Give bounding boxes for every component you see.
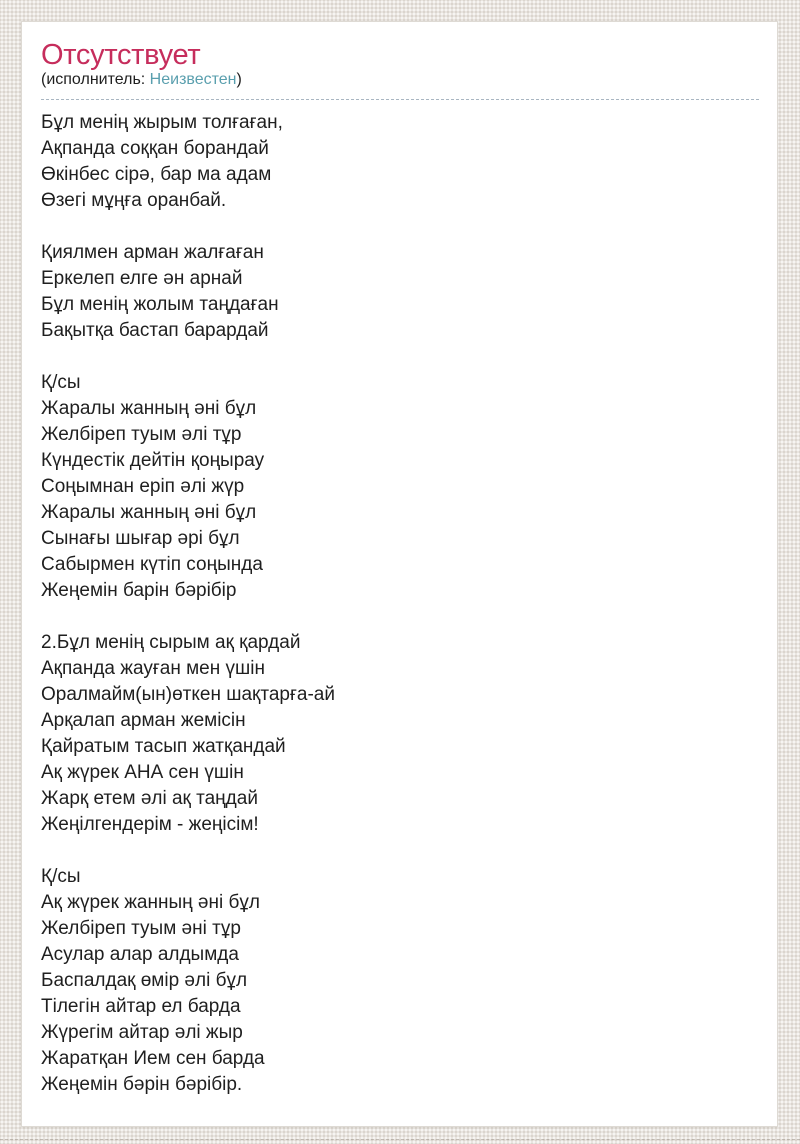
lyric-line: Соңымнан еріп әлі жүр (41, 476, 245, 497)
stanza (41, 630, 759, 838)
song-title: Отсутствует (41, 39, 201, 71)
lyrics-card (21, 21, 778, 1127)
lyric-line: Бақытқа бастап барардай (41, 320, 269, 341)
lyric-line: Бұл менің жолым таңдаған (41, 294, 279, 315)
lyric-line: Желбіреп туым әні тұр (41, 918, 241, 939)
artist-suffix: ) (236, 71, 242, 88)
stanza (41, 864, 759, 1098)
lyric-line: Бұл менің жырым толғаған, (41, 112, 283, 133)
lyric-line: Сынағы шығар әрі бұл (41, 528, 240, 549)
stanza (41, 370, 759, 604)
lyrics (41, 110, 759, 1098)
lyric-line: Тілегін айтар ел барда (41, 996, 241, 1017)
lyric-line: Жаратқан Ием сен барда (41, 1048, 265, 1069)
lyric-line: Сабырмен күтіп соңында (41, 554, 263, 575)
lyric-line: Жеңемін барін бәрібір (41, 580, 237, 601)
lyric-line: Қ/сы (41, 866, 81, 887)
lyric-line: Асулар алар алдымда (41, 944, 239, 965)
next-section-seam (0, 1139, 800, 1140)
lyric-line: Жеңілгендерім - жеңісім! (41, 814, 259, 835)
lyric-line: Күндестік дейтін қоңырау (41, 450, 265, 471)
lyric-line: Баспалдақ өмір әлі бұл (41, 970, 248, 991)
lyric-line: Жеңемін бәрін бәрібір. (41, 1074, 243, 1095)
lyric-line: Арқалап арман жемісін (41, 710, 246, 731)
lyric-line: Жаралы жанның әні бұл (41, 502, 257, 523)
artist-link[interactable]: Неизвестен (149, 71, 237, 88)
lyric-line: Оралмайм(ын)өткен шақтарға-ай (41, 684, 335, 705)
artist-prefix: (исполнитель: (41, 71, 150, 88)
lyric-line: Жарқ етем әлі ақ таңдай (41, 788, 258, 809)
lyric-line: 2.Бұл менің сырым ақ қардай (41, 632, 301, 653)
lyric-line: Қ/сы (41, 372, 81, 393)
lyric-line: Өкінбес сірә, бар ма адам (41, 164, 272, 185)
lyric-line: Ақ жүрек АНА сен үшін (41, 762, 244, 783)
lyric-line: Жаралы жанның әні бұл (41, 398, 257, 419)
stanza (41, 240, 759, 344)
lyric-line: Желбіреп туым әлі тұр (41, 424, 242, 445)
lyric-line: Жүрегім айтар әлі жыр (41, 1022, 243, 1043)
lyric-line: Еркелеп елге ән арнай (41, 268, 243, 289)
lyric-line: Қайратым тасып жатқандай (41, 736, 286, 757)
lyric-line: Ақпанда жауған мен үшін (41, 658, 265, 679)
lyric-line: Өзегі мұңға оранбай. (41, 190, 227, 211)
lyric-line: Ақпанда соққан борандай (41, 138, 269, 159)
artist-line (41, 70, 759, 100)
stanza (41, 110, 759, 214)
lyric-line: Ақ жүрек жанның әні бұл (41, 892, 260, 913)
lyric-line: Қиялмен арман жалғаған (41, 242, 264, 263)
